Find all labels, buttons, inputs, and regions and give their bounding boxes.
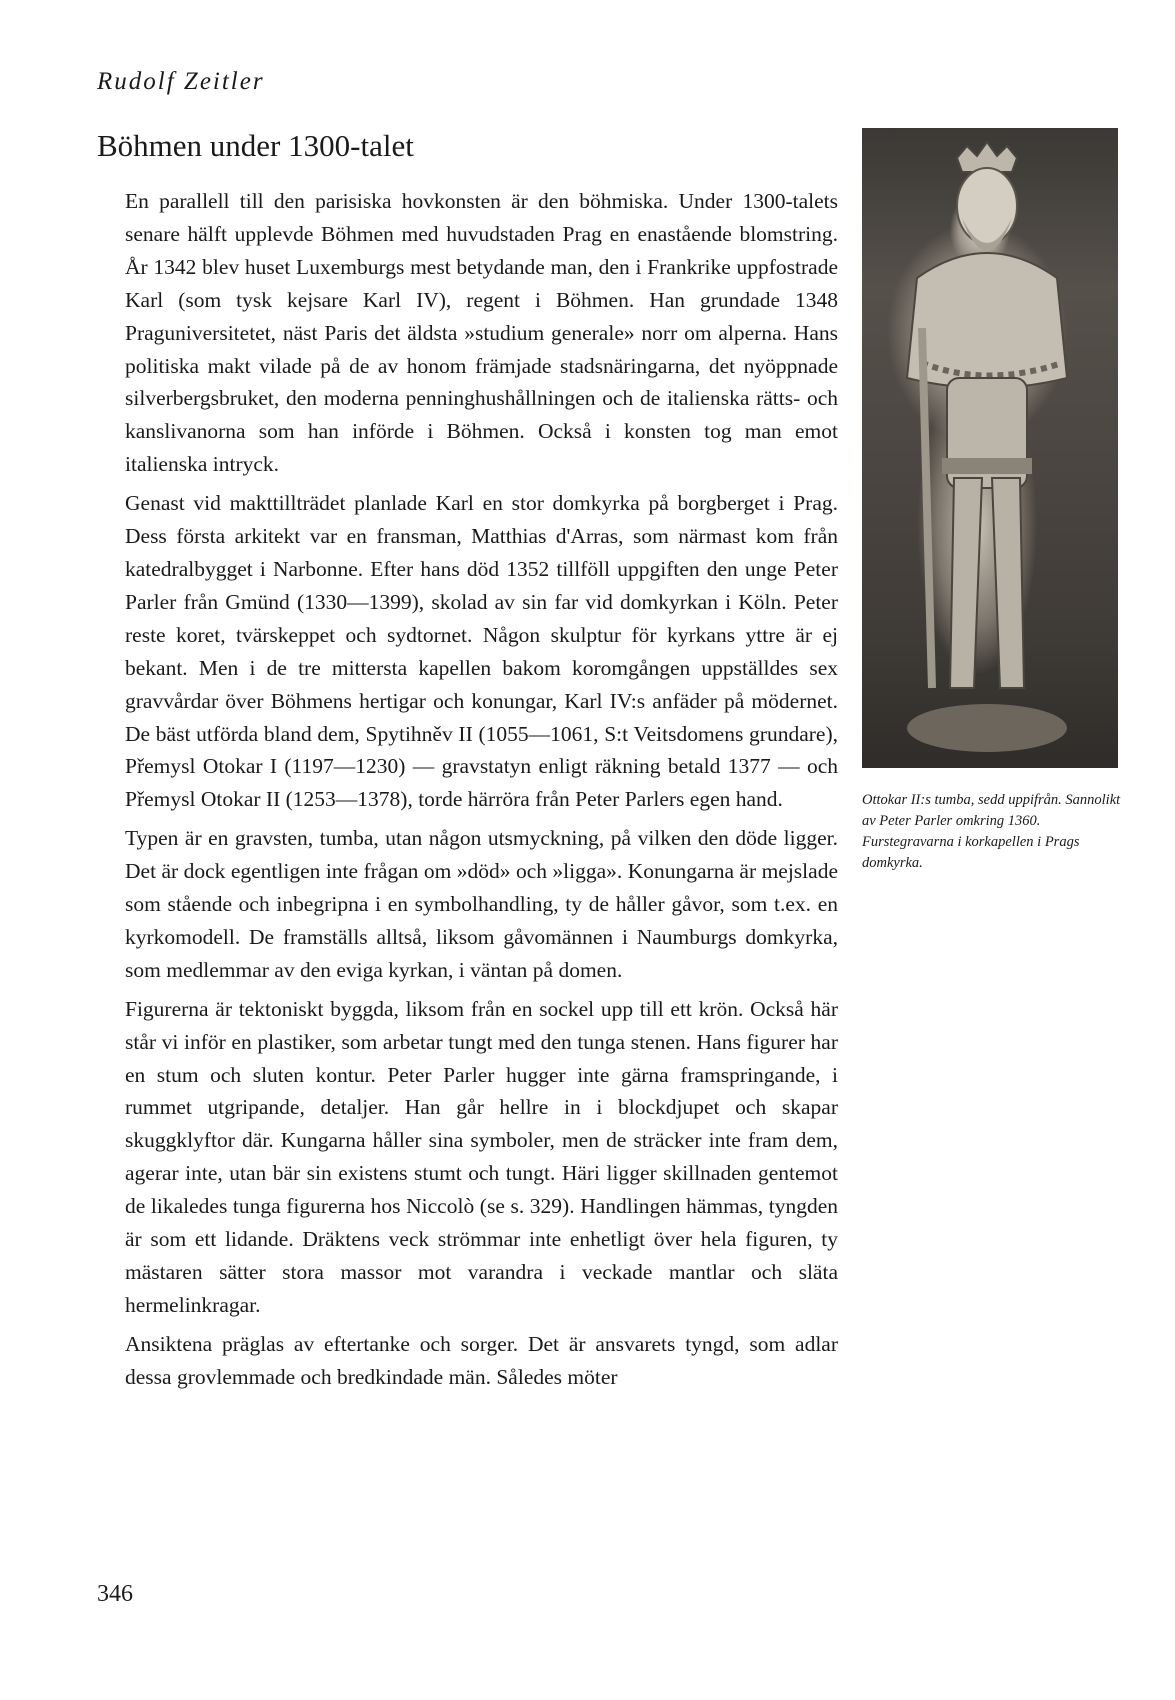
paragraph-4: Figurerna är tektoniskt byggda, liksom från en sockel upp till ett krön. Också här står vi inför en plastiker, som arbetar tungt med den tunga stenen. Hans figurer har en stum och sluten kontur. Peter Parler hugger inte gärna framspringande, i rummet utgripande, detaljer. Han går hellre in i blockdjupet och skapar skuggklyftor där. Kungarna håller sina symboler, men de sträcker inte fram dem, agerar inte, utan bär sin existens stumt och tungt. Häri ligger skillnaden gentemot de likaledes tunga figurerna hos Niccolò (se s. 329). Handlingen hämmas, tyngden är som ett lidande. Dräktens veck strömmar inte enhetligt över hela figuren, ty mästaren sätter stora massor mot varandra i veckade mantlar och släta hermelinkragar. — [125, 996, 838, 1317]
tomb-effigy-photo — [862, 128, 1118, 768]
paragraph-2: Genast vid makttillträdet planlade Karl en stor domkyrka på borgberget i Prag. Dess första arkitekt var en fransman, Matthias d'Arras, som närmast kom från katedralbygget i Narbonne. Efter hans död 1352 tillföll uppgiften den unge Peter Parler från Gmünd (1330—1399), skolad av sin far vid domkyrkan i Köln. Peter reste koret, tvärskeppet och sydtornet. Någon skulptur för kyrkans yttre är ej bekant. Men i de tre mittersta kapellen bakom koromgången uppställdes sex gravvårdar över Böhmens hertigar och konungar, Karl IV:s anfäder på mödernet. De bäst utförda bland dem, Spytihněv II (1055—1061, S:t Veitsdomens grundare), Přemysl Otokar I (1197—1230) — gravstatyn enligt räkning betald 1377 — och Přemysl Otokar II (1253—1378), torde härröra från Peter Parlers egen hand. — [125, 491, 838, 812]
body-text — [125, 185, 838, 1394]
figure-caption: Ottokar II:s tumba, sedd uppifrån. Sannolikt av Peter Parler omkring 1360. Furstegravarna i korkapellen i Prags domkyrka. — [862, 792, 1121, 871]
paragraph-1: En parallell till den parisiska hovkonsten är den böhmiska. Under 1300-talets senare hälft upplevde Böhmen med huvudstaden Prag en enastående blomstring. År 1342 blev huset Luxemburgs mest betydande man, den i Frankrike uppfostrade Karl (som tysk kejsare Karl IV), regent i Böhmen. Han grundade 1348 Praguniversitetet, näst Paris det äldsta »studium generale» norr om alperna. Hans politiska makt vilade på de av honom främjade stadsnäringarna, det nyöppnade silverbergsbruket, den moderna penninghushållningen och de italienska rätts- och kanslivanorna som han införde i Böhmen. Också i konsten tog man emot italienska intryck. — [125, 189, 838, 477]
effigy-illustration — [862, 128, 1118, 768]
page-number: 346 — [97, 1581, 133, 1607]
paragraph-3: Typen är en gravsten, tumba, utan någon utsmyckning, på vilken den döde ligger. Det är dock egentligen inte frågan om »död» och »ligga». Konungarna är mejslade som stående och inbegripna i en symbolhandling, ty de håller gåvor, som t.ex. en kyrkomodell. De framställs alltså, liksom gåvomännen i Naumburgs domkyrka, som medlemmar av den eviga kyrkan, i väntan på domen. — [125, 826, 838, 982]
chapter-title: Böhmen under 1300-talet — [97, 128, 414, 163]
running-head: Rudolf Zeitler — [97, 68, 265, 95]
paragraph-5: Ansiktena präglas av eftertanke och sorger. Det är ansvarets tyngd, som adlar dessa grovlemmade och bredkindade män. Således möter — [125, 1331, 838, 1389]
